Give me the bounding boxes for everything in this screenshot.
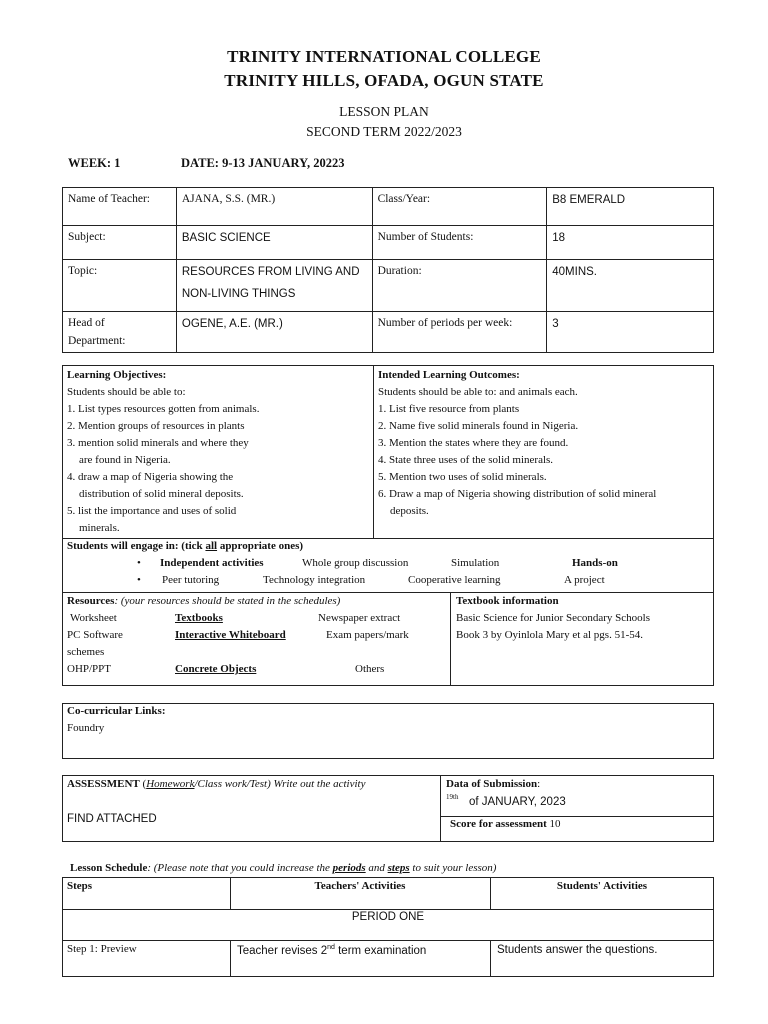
schedule-periods: periods [332,862,366,874]
engage-whole-group: Whole group discussion [302,557,409,569]
submission-colon: : [537,778,541,790]
assessment-divider [440,775,441,842]
periods-value: 3 [547,312,714,353]
engage-title-all: all [205,540,218,552]
assessment-rest: /Class work/Test) Write out the activity [194,778,366,790]
schedule-note-post: to suit your lesson) [409,862,497,874]
engage-title-pre: Students will engage in: (tick [67,540,206,552]
textbook-line-1: Basic Science for Junior Secondary Schools [456,612,650,624]
hod-label-line-2: Department: [68,335,126,347]
engage-hands-on: Hands-on [572,557,618,569]
col-students: Students' Activities [556,880,648,892]
schedule-note-pre: : (Please note that you could increase the [147,862,333,874]
learning-outcomes [378,367,656,520]
objective-item: are found in Nigeria. [79,454,171,466]
score-value: 10 [549,818,561,830]
outcome-item: 1. List five resource from plants [378,403,520,415]
step-1: Step 1: Preview [67,943,137,955]
hod-label [63,312,177,353]
teacher-activity-sup: nd [327,944,335,951]
engage-top-line [62,538,714,539]
document-type: LESSON PLAN [339,104,429,119]
students-label: Number of Students: [372,226,547,260]
objectives-divider [373,365,374,538]
outcome-item: 2. Name five solid minerals found in Nigeria. [378,420,579,432]
resource-whiteboard: Interactive Whiteboard [175,629,286,641]
bullet-icon: • [137,574,141,586]
term-title: SECOND TERM 2022/2023 [306,124,462,139]
resource-concrete: Concrete Objects [175,663,257,675]
engage-project: A project [564,574,605,586]
hod-label-line-1: Head of [68,317,105,329]
schedule-steps: steps [387,862,410,874]
resources-divider [450,592,451,686]
schedule-table [62,877,714,977]
learning-objectives [67,367,259,537]
schedule-title: Lesson Schedule [70,862,148,874]
students-value: 18 [547,226,714,260]
engage-independent: Independent activities [160,557,264,569]
engage-peer-tutoring: Peer tutoring [162,574,220,586]
info-table [62,187,714,353]
submission-heading [446,778,540,790]
resource-textbooks: Textbooks [175,612,223,624]
outcomes-title: Intended Learning Outcomes: [378,369,520,381]
submission-date: of JANUARY, 2023 [469,796,566,808]
outcomes-intro: Students should be able to: and animals each. [378,386,578,398]
duration-value: 40MINS. [547,260,714,312]
col-steps: Steps [67,880,93,892]
engage-technology: Technology integration [263,574,366,586]
outcome-item: 6. Draw a map of Nigeria showing distribution of solid mineral [378,488,657,500]
schedule-heading [70,862,496,874]
col-teachers: Teachers' Activities [314,880,406,892]
resources-title [67,595,340,607]
school-address: TRINITY HILLS, OFADA, OGUN STATE [224,71,544,90]
submission-day: 19th [446,793,459,801]
class-value: B8 EMERALD [547,188,714,226]
topic-value [176,260,372,312]
resources-top-line [62,592,714,593]
school-name: TRINITY INTERNATIONAL COLLEGE [227,47,541,66]
teacher-value: AJANA, S.S. (MR.) [176,188,372,226]
objective-item: 1. List types resources gotten from animals. [67,403,260,415]
class-label: Class/Year: [372,188,547,226]
topic-line-2: NON-LIVING THINGS [181,288,296,300]
schedule-period-line [62,940,714,941]
cocurricular-value: Foundry [67,722,105,734]
teacher-label: Name of Teacher: [63,188,177,226]
outcome-item: 5. Mention two uses of solid minerals. [378,471,547,483]
resource-ohp: OHP/PPT [67,663,112,675]
engage-title-post: appropriate ones) [217,540,304,552]
teacher-activity-1 [237,944,426,957]
teacher-activity-post: term examination [334,944,427,957]
outcome-item: 3. Mention the states where they are found. [378,437,569,449]
hod-value: OGENE, A.E. (MR.) [176,312,372,353]
score-line [450,818,561,830]
cocurricular-title: Co-curricular Links: [67,705,166,717]
engage-cooperative: Cooperative learning [408,574,501,586]
assessment-homework: Homework [146,778,195,790]
period-one: PERIOD ONE [351,911,425,923]
week-label: WEEK: 1 [68,156,121,170]
resource-schemes: schemes [67,646,105,658]
resources-note: : (your resources should be stated in the schedules) [114,595,341,607]
objective-item: 2. Mention groups of resources in plants [67,420,245,432]
objective-item: 3. mention solid minerals and where they [67,437,249,449]
outcome-item: deposits. [390,505,429,517]
subject-value: BASIC SCIENCE [176,226,372,260]
periods-label: Number of periods per week: [372,312,547,353]
objective-item: distribution of solid mineral deposits. [79,488,244,500]
assessment-heading [67,778,365,790]
outcome-item: 4. State three uses of the solid minerals. [378,454,554,466]
resource-exam-papers: Exam papers/mark [326,629,409,641]
objective-item: 5. list the importance and uses of solid [67,505,237,517]
objective-item: minerals. [79,522,120,534]
resource-worksheet: Worksheet [70,612,117,624]
objectives-intro: Students should be able to: [67,386,186,398]
assessment-label: ASSESSMENT [67,778,140,790]
schedule-col-line-4 [490,940,491,977]
schedule-col-line-3 [230,940,231,977]
duration-label: Duration: [372,260,547,312]
topic-line-1: RESOURCES FROM LIVING AND [181,266,360,278]
textbook-title: Textbook information [456,595,559,607]
textbook-line-2: Book 3 by Oyinlola Mary et al pgs. 51-54. [456,629,643,641]
resource-others: Others [355,663,385,675]
bullet-icon: • [137,557,141,569]
student-activity-1: Students answer the questions. [497,944,658,956]
find-attached: FIND ATTACHED [67,813,157,825]
submission-label: Data of Submission [446,778,538,790]
submission-divider [440,816,714,817]
topic-label: Topic: [63,260,177,312]
resource-newspaper: Newspaper extract [318,612,401,624]
engage-title [67,540,303,552]
assessment-paren: ( [139,778,147,790]
resource-pc-software: PC Software [67,629,123,641]
schedule-header-line [62,909,714,910]
resources-title-label: Resources [67,595,115,607]
teacher-activity-pre: Teacher revises 2 [237,944,328,957]
objective-item: 4. draw a map of Nigeria showing the [67,471,234,483]
date-label: DATE: 9-13 JANUARY, 20223 [181,156,345,170]
engage-simulation: Simulation [451,557,500,569]
schedule-and: and [365,862,388,874]
objectives-title: Learning Objectives: [67,369,167,381]
score-label: Score for assessment [450,818,547,830]
subject-label: Subject: [63,226,177,260]
